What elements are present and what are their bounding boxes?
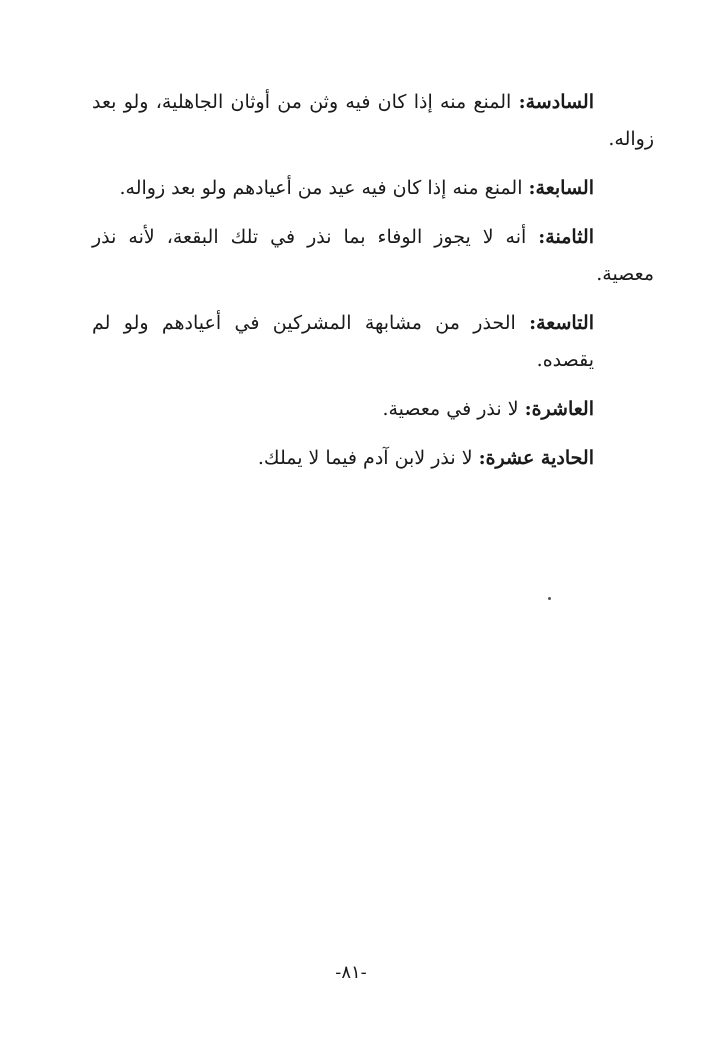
item-ninth-text: الحذر من مشابهة المشركين في أعيادهم ولو لم يقصده. (92, 312, 594, 371)
item-seventh (92, 170, 654, 207)
item-sixth-first-line (92, 84, 654, 121)
item-eighth-label: الثامنة: (538, 226, 594, 248)
scan-speck (548, 597, 551, 600)
item-sixth-continuation: زواله. (608, 128, 654, 150)
text-block (92, 84, 654, 489)
item-eighth-first-line (92, 219, 654, 256)
item-eleventh-label: الحادية عشرة: (478, 447, 594, 469)
page-number: -٨١- (335, 962, 367, 983)
item-ninth (92, 305, 654, 379)
item-eleventh (92, 440, 654, 477)
item-seventh-text: المنع منه إذا كان فيه عيد من أعيادهم ولو بعد زواله. (119, 177, 523, 199)
item-eighth-continuation: معصية. (596, 263, 654, 285)
item-sixth-label: السادسة: (518, 91, 594, 113)
item-eighth (92, 219, 654, 293)
item-tenth-label: العاشرة: (524, 398, 594, 420)
item-tenth (92, 391, 654, 428)
item-eleventh-text: لا نذر لابن آدم فيما لا يملك. (257, 447, 473, 469)
item-sixth-text: المنع منه إذا كان فيه وثن من أوثان الجاهلية، ولو بعد (92, 91, 512, 113)
item-eighth-text: أنه لا يجوز الوفاء بما نذر في تلك البقعة، لأنه نذر (92, 226, 527, 248)
item-seventh-label: السابعة: (528, 177, 594, 199)
item-tenth-text: لا نذر في معصية. (382, 398, 519, 420)
item-sixth (92, 84, 654, 158)
item-ninth-label: التاسعة: (529, 312, 594, 334)
